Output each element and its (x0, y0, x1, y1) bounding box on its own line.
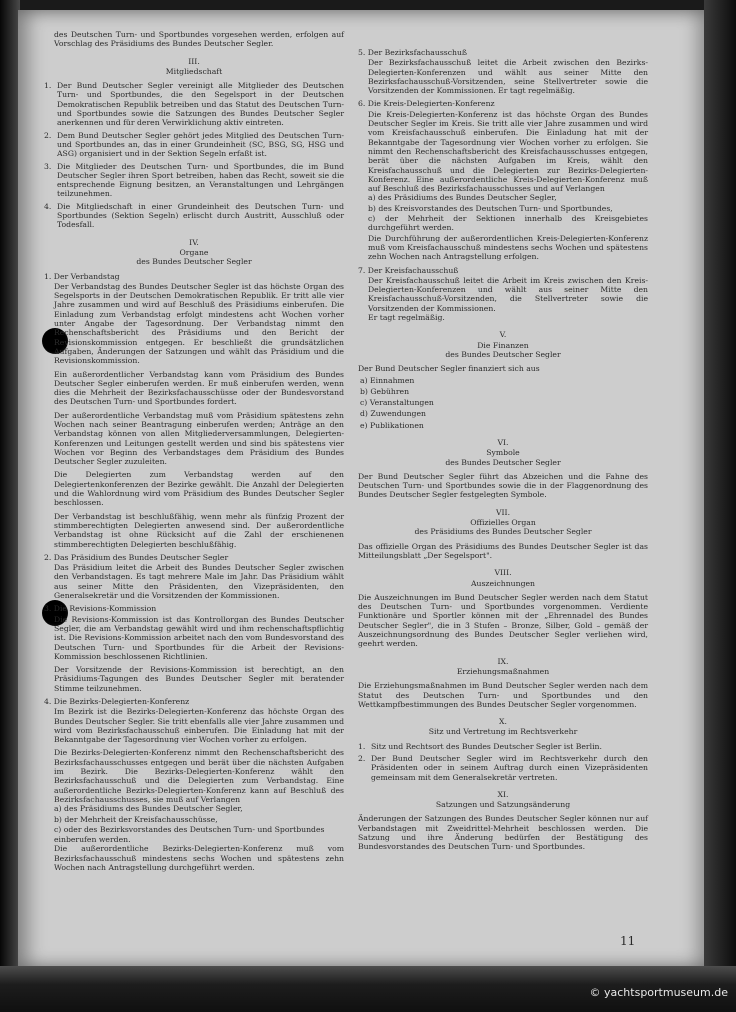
paragraph: Die Durchführung der außerordentlichen Kreis-Delegierten-Konferenz muß vom Kreisfachausschuß mindestens sechs Wochen und spätestens zehn Wochen nach Antragstellung erfolgen. (368, 233, 648, 262)
paragraph: Die außerordentliche Bezirks-Delegierten-Konferenz muß vom Bezirksfachausschuß mindestens sechs Wochen und spätestens zehn Wochen nach Antragstellung durchgeführt werden. (54, 844, 344, 873)
binder-edge (0, 0, 20, 1012)
paragraph: Die Kreis-Delegierten-Konferenz ist das höchste Organ des Bundes Deutscher Segler im Kreis. Sie tritt alle vier Jahre zusammen und wird vom Kreisfachausschuß einberufen. Die Einladung hat mit der Bekanntgabe der Tagesordnung vier Wochen vorher zu erfolgen. Sie nimmt den Rechenschaftsbericht des Kreisfachausschusses entgegen, berät über die nächsten Aufgaben im Kreis, wählt den Kreisfachausschuß und die Delegierten zur Bezirks-Delegierten-Konferenz. Eine außerordentliche Kreis-Delegierten-Konferenz muß auf Beschluß des Bezirksfachausschusses und auf Verlangen (368, 109, 648, 194)
list-item: e) Publikationen (360, 420, 424, 430)
left-column (44, 30, 344, 876)
list-item: a) Einnahmen (360, 375, 415, 385)
section-title: Organe (179, 247, 209, 257)
list-item: 2. Dem Bund Deutscher Segler gehört jedes Mitglied des Deutschen Turn- und Sportbundes an, das in einer Grundeinheit (SC, BSG, SG, HSG und ASG) organisiert und in der Sektion Segeln erfaßt ist. (44, 130, 344, 159)
section-subtitle: des Präsidiums des Bundes Deutscher Segler (414, 527, 592, 537)
paragraph: Der Kreisfachausschuß leitet die Arbeit im Kreis zwischen den Kreis-Delegierten-Konferenzen und wählt aus seiner Mitte den Kreisfachausschuß-Vorsitzenden, die Stellvertreter sowie die Vorsitzenden der Kommissionen. (368, 275, 648, 313)
paragraph: Der Bund Deutscher Segler führt das Abzeichen und die Fahne des Deutschen Turn- und Sportbundes sowie die in der Flaggenordnung des Bundes Deutscher Segler festgelegten Symbole. (358, 471, 648, 500)
subsection-heading: 4. Die Bezirks-Delegierten-Konferenz (44, 697, 190, 706)
section-title: Mitgliedschaft (165, 66, 223, 76)
section-subtitle: des Bundes Deutscher Segler (445, 349, 561, 359)
paragraph: Die Auszeichnungen im Bund Deutscher Segler werden nach dem Statut des Deutschen Turn- und Sportbundes vorgenommen. Verdiente Funktionäre und Sportler können mit der „Ehrennadel des Bundes Deutscher Segler", die in 3 Stufen – Bronze, Silber, Gold – gemäß der Auszeichnungsordnung des Bundes Deutscher Segler verliehen wird, geehrt werden. (358, 592, 648, 649)
finance-list (358, 376, 648, 430)
section-title: Erziehungsmaßnahmen (456, 666, 550, 676)
section-subtitle: des Bundes Deutscher Segler (136, 257, 252, 267)
list-item: 1. Der Bund Deutscher Segler vereinigt alle Mitglieder des Deutschen Turn- und Sportbundes, die den Segelsport in der Deutschen Demokratischen Republik betreiben und das Statut des Deutschen Turn- und Sportbundes sowie die Satzungen des Bundes Deutscher Segler anerkennen und für deren Verwirklichung aktiv eintreten. (44, 81, 344, 128)
membership-list (44, 81, 344, 229)
list-item: a) des Präsidiums des Bundes Deutscher Segler, (368, 193, 557, 203)
list-item: d) Zuwendungen (360, 409, 426, 419)
paragraph: Änderungen der Satzungen des Bundes Deutscher Segler können nur auf Verbandstagen mit Zweidrittel-Mehrheit beschlossen werden. Die Satzung und ihre Änderung bedürfen der Bestätigung des Bundesvorstandes des Deutschen Turn- und Sportbundes. (358, 814, 648, 852)
paragraph: Der Bezirksfachausschuß leitet die Arbeit zwischen den Bezirks-Delegierten-Konferenzen und wählt aus seiner Mitte den Bezirksfachausschuß-Vorsitzenden, seine Stellvertreter sowie die Vorsitzenden der Kommissionen. Er tagt regelmäßig. (368, 58, 648, 96)
paragraph: Das Präsidium leitet die Arbeit des Bundes Deutscher Segler zwischen den Verbandstagen. Es tagt mehrere Male im Jahr. Das Präsidium wählt aus seiner Mitte den Präsidenten, den Vizepräsidenten, den Generalsekretär und die Vorsitzenden der Kommissionen. (54, 563, 344, 601)
page-edge-right (704, 0, 736, 1012)
subsection-heading: 7. Der Kreisfachausschuß (358, 265, 459, 275)
paragraph: Der Verbandstag ist beschlußfähig, wenn mehr als fünfzig Prozent der stimmberechtigten Delegierten anwesend sind. Der außerordentliche Verbandstag ist ohne Rücksicht auf die Zahl der erschienenen stimmberechtigten Delegierten beschlußfähig. (54, 511, 344, 549)
section-number: X. (499, 717, 507, 727)
section-number: IX. (497, 656, 509, 666)
list-item: 3. Die Mitglieder des Deutschen Turn- und Sportbundes, die im Bund Deutscher Segler ihren Sport betreiben, haben das Recht, soweit sie die entsprechende Eignung besitzen, an Veranstaltungen und Lehrgängen teilzunehmen. (44, 161, 344, 199)
list-item: 1. Sitz und Rechtsort des Bundes Deutscher Segler ist Berlin. (358, 741, 602, 751)
intro-paragraph: des Deutschen Turn- und Sportbundes vorgesehen werden, erfolgen auf Vorschlag des Präsidiums des Bundes Deutscher Segler. (54, 30, 344, 49)
paragraph: Im Bezirk ist die Bezirks-Delegierten-Konferenz das höchste Organ des Bundes Deutscher Segler. Sie tritt ebenfalls alle vier Jahre zusammen und wird vom Bezirksfachausschuß einberufen. Die Einladung hat mit der Bekanntgabe der Tagesordnung vier Wochen vorher zu erfolgen. (54, 707, 344, 745)
paragraph: Die Delegierten zum Verbandstag werden auf den Delegiertenkonferenzen der Bezirke gewählt. Die Anzahl der Delegierten und die Wahlordnung wird vom Präsidium des Bundes Deutscher Segler beschlossen. (54, 470, 344, 508)
list-item: a) des Präsidiums des Bundes Deutscher Segler, (54, 804, 243, 814)
list-item: 4. Die Mitgliedschaft in einer Grundeinheit des Deutschen Turn- und Sportbundes (Sektion Segeln) erlischt durch Austritt, Ausschluß oder Todesfall. (44, 201, 344, 230)
list-item: b) Gebühren (360, 386, 410, 396)
paragraph: Das offizielle Organ des Präsidiums des Bundes Deutscher Segler ist das Mitteilungsblatt „Der Segelsport". (358, 541, 648, 560)
paragraph: Der Bund Deutscher Segler finanziert sich aus (358, 364, 540, 374)
list-item: b) der Mehrheit der Kreisfachausschüsse, (54, 814, 218, 824)
paragraph: Die Revisions-Kommission ist das Kontrollorgan des Bundes Deutscher Segler, die am Verbandstag gewählt wird und ihm rechenschaftspflichtig ist. Die Revisions-Kommission arbeitet nach den vom Bundesvorstand des Deutschen Turn- und Sportbundes für die Arbeit der Revisions-Kommission beschlossenen Richtlinien. (54, 614, 344, 661)
section-title: Satzungen und Satzungsänderung (435, 800, 571, 810)
section-title: Sitz und Vertretung im Rechtsverkehr (428, 727, 578, 737)
paragraph: Die Bezirks-Delegierten-Konferenz nimmt den Rechenschaftsbericht des Bezirksfachausschusses entgegen und berät über die nächsten Aufgaben im Bezirk. Die Bezirks-Delegierten-Konferenz wählt den Bezirksfachausschuß und die Delegierten zum Verbandstag. Eine außerordentliche Bezirks-Delegierten-Konferenz kann auf Beschluß des Bezirksfachausschusses, sie muß auf Verlangen (54, 748, 344, 804)
section-number: IV. (189, 237, 199, 247)
paragraph: Die Erziehungsmaßnahmen im Bund Deutscher Segler werden nach dem Statut des Deutschen Turn- und Sportbundes und den Wettkampfbestimmungen des Bundes Deutscher Segler vorgenommen. (358, 681, 648, 709)
paragraph: Ein außerordentlicher Verbandstag kann vom Präsidium des Bundes Deutscher Segler einberufen werden. Er muß einberufen werden, wenn dies die Mehrheit der Bezirksfachausschüsse oder der Bundesvorstand des Deutschen Turn- und Sportbundes fordert. (54, 369, 344, 407)
paragraph: Er tagt regelmäßig. (368, 313, 445, 323)
section-number: VII. (495, 507, 511, 517)
paragraph: Der Vorsitzende der Revisions-Kommission ist berechtigt, an den Präsidiums-Tagungen des Bundes Deutscher Segler mit beratender Stimme teilzunehmen. (54, 665, 344, 693)
subsection-heading: 6. Die Kreis-Delegierten-Konferenz (358, 99, 495, 109)
list-item: c) Veranstaltungen (360, 398, 434, 408)
section-number: VI. (497, 437, 509, 447)
section-number: VIII. (494, 568, 512, 578)
section-number: III. (188, 56, 200, 66)
right-column (358, 48, 648, 856)
paragraph: Der außerordentliche Verbandstag muß vom Präsidium spätestens zehn Wochen nach seiner Beantragung einberufen werden; Anträge an den Verbandstag können von allen Mitgliederversammlungen, Delegierten-Konferenzen und Leitungen gestellt werden und sind bis spätestens vier Wochen vor Beginn des Verbandstages dem Präsidium des Bundes Deutscher Segler zuzuleiten. (54, 410, 344, 467)
section-title: Die Finanzen (477, 340, 529, 350)
paragraph: einberufen werden. (54, 835, 131, 845)
watermark: © yachtsportmuseum.de (589, 986, 728, 999)
page-number: 11 (620, 934, 636, 948)
section-title: Offizielles Organ (470, 518, 536, 528)
section-subtitle: des Bundes Deutscher Segler (445, 457, 561, 467)
list-item: 2. Der Bund Deutscher Segler wird im Rechtsverkehr durch den Präsidenten oder in seinem Auftrag durch einen Vizepräsidenten gemeinsam mit dem Generalsekretär vertreten. (358, 754, 648, 782)
section-number: V. (499, 330, 507, 340)
list-item: c) oder des Bezirksvorstandes des Deutschen Turn- und Sportbundes (54, 824, 325, 834)
list-item: c) der Mehrheit der Sektionen innerhalb des Kreisgebietes durchgeführt werden. (368, 214, 648, 233)
subsection-heading: 5. Der Bezirksfachausschuß (358, 48, 468, 57)
section-title: Auszeichnungen (470, 578, 536, 588)
subsection-heading: 3. Die Revisions-Kommission (44, 604, 157, 614)
section-title: Symbole (486, 448, 520, 458)
paragraph: Der Verbandstag des Bundes Deutscher Segler ist das höchste Organ des Segelsports in der Deutschen Demokratischen Republik. Er tritt alle vier Jahre zusammen und wird auf Beschluß des Präsidiums einberufen. Die Einladung zum Verbandstag erfolgt mindestens acht Wochen vorher unter Angabe der Tagesordnung. Der Verbandstag nimmt den Rechenschaftsbericht des Präsidiums und den Bericht der Revisionskommission entgegen. Er beschließt die grundsätzlichen Aufgaben, Änderungen der Satzungen und wählt das Präsidium und die Revisionskommission. (54, 281, 344, 366)
subsection-heading: 1. Der Verbandstag (44, 271, 120, 281)
list-item: b) des Kreisvorstandes des Deutschen Turn- und Sportbundes, (368, 203, 613, 213)
section-number: XI. (497, 789, 509, 799)
subsection-heading: 2. Das Präsidium des Bundes Deutscher Segler (44, 552, 229, 562)
